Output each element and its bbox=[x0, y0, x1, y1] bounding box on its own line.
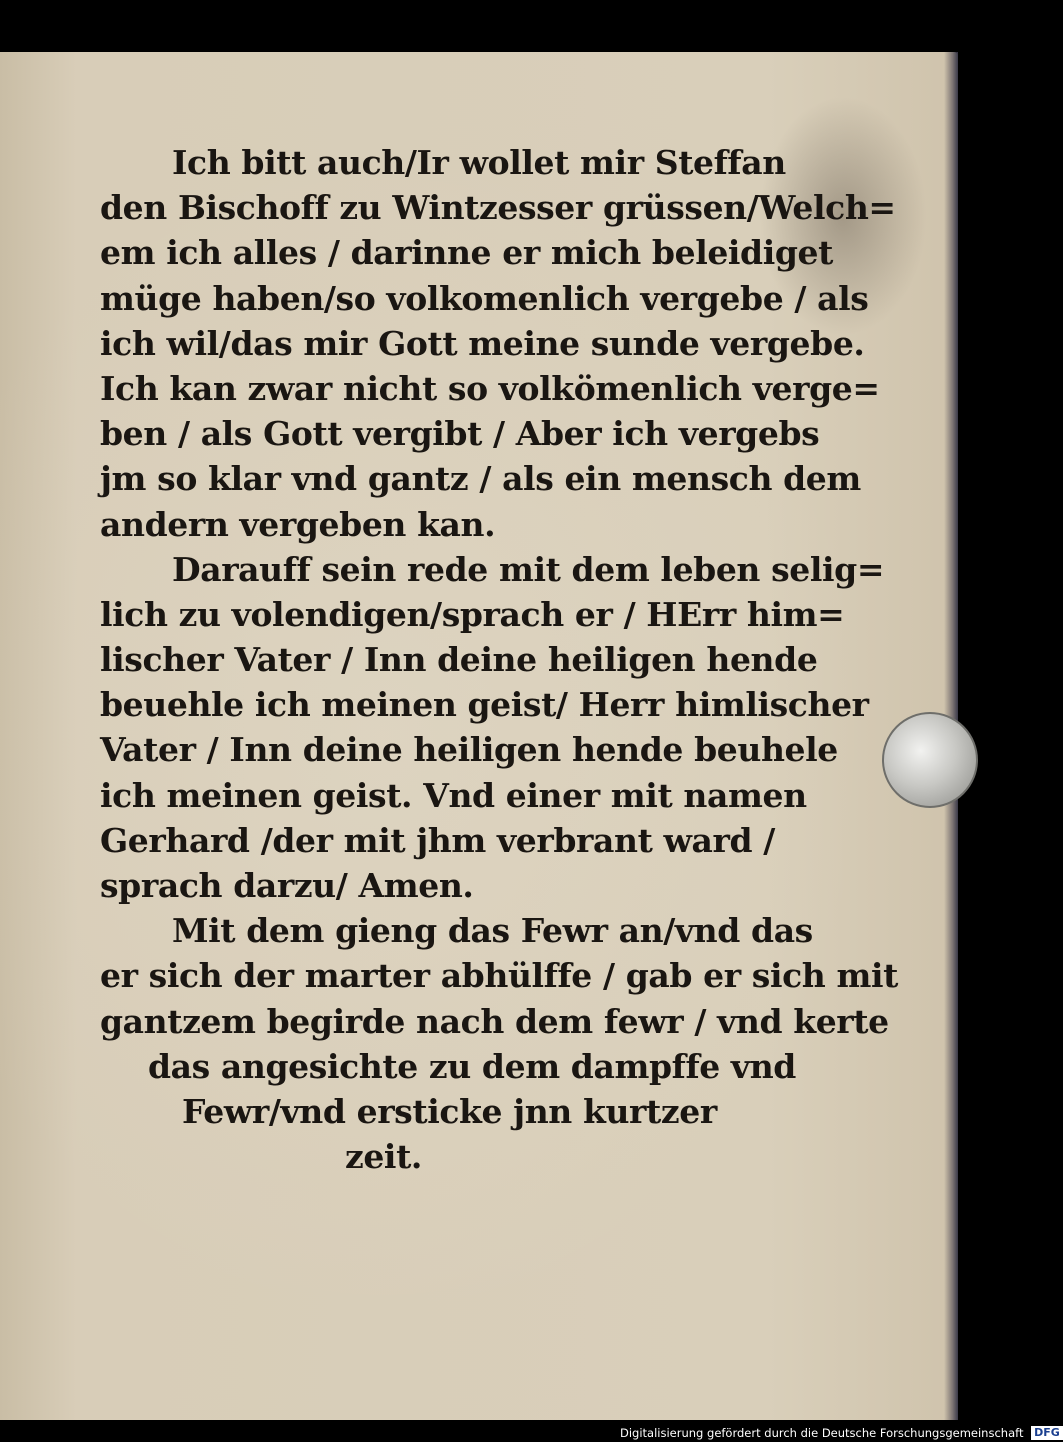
text-line: beuehle ich meinen geist/ Herr himlischer bbox=[100, 685, 869, 725]
digitization-credit bbox=[620, 1425, 1060, 1442]
text-line: ich meinen geist. Vnd einer mit namen bbox=[100, 775, 807, 815]
text-line: gantzem begirde nach dem fewr / vnd kerte bbox=[100, 1001, 889, 1041]
text-line: Mit dem gieng das Fewr an/vnd das bbox=[172, 911, 813, 951]
credit-text: Digitalisierung gefördert durch die Deutsche Forschungsgemeinschaft bbox=[620, 1426, 1024, 1440]
page-clip-icon bbox=[882, 712, 978, 808]
page-text bbox=[100, 140, 898, 1179]
text-line: Vater / Inn deine heiligen hende beuhele bbox=[100, 730, 838, 770]
text-line: ich wil/das mir Gott meine sunde vergebe. bbox=[100, 323, 865, 363]
text-line: zeit. bbox=[345, 1137, 423, 1177]
text-line: das angesichte zu dem dampffe vnd bbox=[148, 1046, 796, 1086]
text-line: jm so klar vnd gantz / als ein mensch dem bbox=[100, 459, 861, 499]
text-line: Gerhard /der mit jhm verbrant ward / bbox=[100, 820, 775, 860]
text-line: den Bischoff zu Wintzesser grüssen/Welch= bbox=[100, 188, 896, 228]
text-line: Ich kan zwar nicht so volkömenlich verge= bbox=[100, 368, 880, 408]
text-line: müge haben/so volkomenlich vergebe / als bbox=[100, 278, 869, 318]
text-line: andern vergeben kan. bbox=[100, 504, 496, 544]
text-line: ben / als Gott vergibt / Aber ich vergebs bbox=[100, 414, 820, 454]
dfg-logo: DFG bbox=[1031, 1426, 1063, 1440]
text-line: Ich bitt auch/Ir wollet mir Steffan bbox=[172, 143, 786, 182]
text-line: lich zu volendigen/sprach er / HErr him= bbox=[100, 594, 845, 634]
text-line: lischer Vater / Inn deine heiligen hende bbox=[100, 640, 818, 680]
text-line: er sich der marter abhülffe / gab er sich mit bbox=[100, 956, 898, 996]
text-line: em ich alles / darinne er mich beleidiget bbox=[100, 233, 833, 273]
text-line: Fewr/vnd ersticke jnn kurtzer bbox=[182, 1091, 717, 1131]
text-line: sprach darzu/ Amen. bbox=[100, 866, 474, 905]
text-line: Darauff sein rede mit dem leben selig= bbox=[172, 549, 885, 589]
